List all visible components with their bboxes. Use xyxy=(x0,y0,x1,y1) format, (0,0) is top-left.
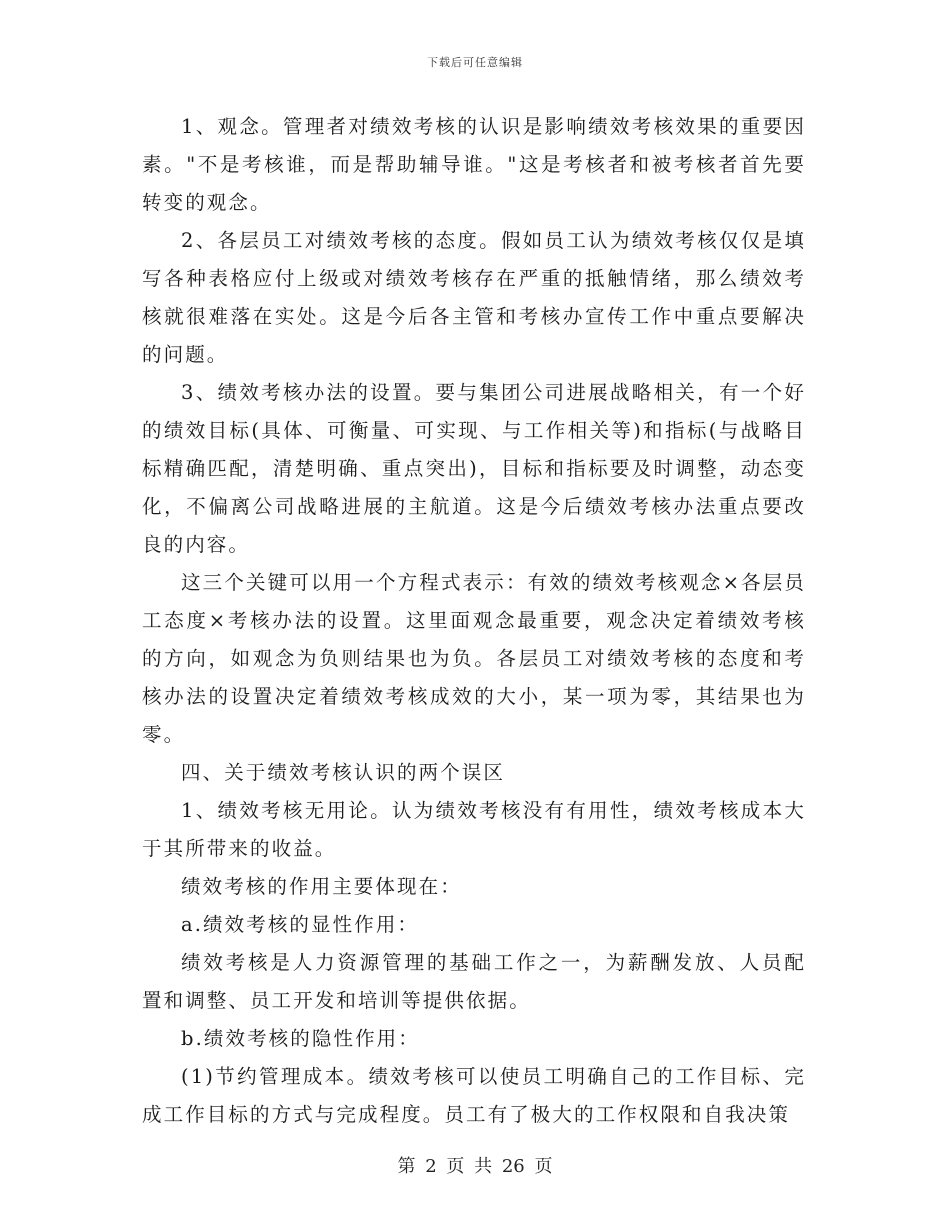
subheading-explicit-role: a.绩效考核的显性作用： xyxy=(181,913,420,936)
section-heading-misconceptions: 四、关于绩效考核认识的两个误区 xyxy=(181,761,506,784)
page-footer: 第 2 页 共 26 页 xyxy=(397,1156,553,1177)
paragraph-equation: 这三个关键可以用一个方程式表示：有效的绩效考核观念×各层员工态度×考核办法的设置。这里面观念最重要，观念决定着绩效考核的方向，如观念为负则结果也为负。各层员工对绩效考核的态度和考核办法的设置决定着绩效考核成效的大小，某一项为零，其结果也为零。 xyxy=(142,571,806,746)
paragraph-method: 3、绩效考核办法的设置。要与集团公司进展战略相关，有一个好的绩效目标(具体、可衡量、可实现、与工作相关等)和指标(与战略目标精确匹配，清楚明确、重点突出)，目标和指标要及时调整，动态变化，不偏离公司战略进展的主航道。这是今后绩效考核办法重点要改良的内容。 xyxy=(142,381,806,556)
paragraph-attitude: 2、各层员工对绩效考核的态度。假如员工认为绩效考核仅仅是填写各种表格应付上级或对绩效考核存在严重的抵触情绪，那么绩效考核就很难落在实处。这是今后各主管和考核办宣传工作中重点要解决的问题。 xyxy=(142,229,806,366)
page-header: 下载后可任意编辑 xyxy=(427,56,523,69)
paragraph-cost-saving: (1)节约管理成本。绩效考核可以使员工明确自己的工作目标、完成工作目标的方式与完成程度。员工有了极大的工作权限和自我决策 xyxy=(142,1065,806,1126)
subheading-implicit-role: b.绩效考核的隐性作用： xyxy=(181,1027,420,1050)
paragraph-explicit-role: 绩效考核是人力资源管理的基础工作之一，为薪酬发放、人员配置和调整、员工开发和培训等提供依据。 xyxy=(142,951,806,1012)
paragraph-useless-theory: 1、绩效考核无用论。认为绩效考核没有有用性，绩效考核成本大于其所带来的收益。 xyxy=(142,799,806,860)
paragraph-role-intro: 绩效考核的作用主要体现在： xyxy=(181,875,462,898)
paragraph-concept: 1、观念。管理者对绩效考核的认识是影响绩效考核效果的重要因素。"不是考核谁，而是帮助辅导谁。"这是考核者和被考核者首先要转变的观念。 xyxy=(142,115,806,214)
document-body xyxy=(142,108,806,1134)
